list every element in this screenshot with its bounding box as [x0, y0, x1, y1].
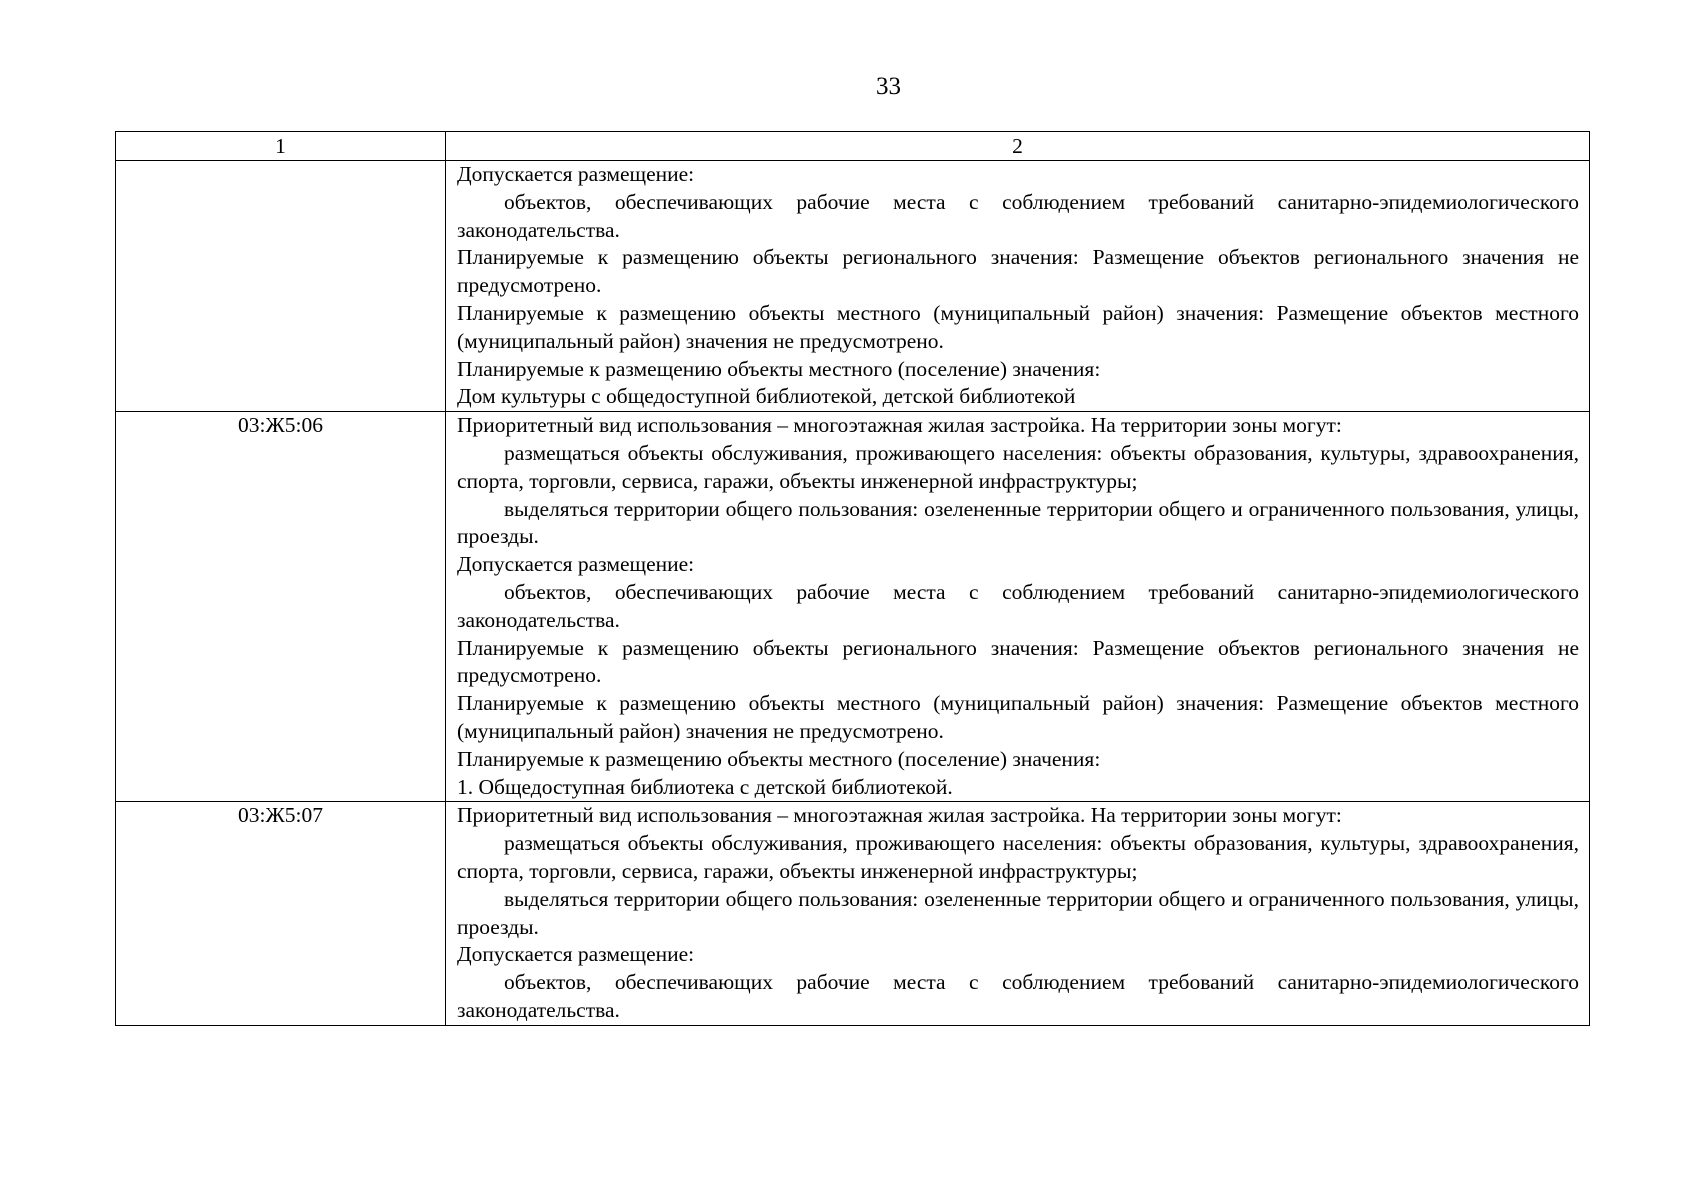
zone-description-cell [446, 412, 1590, 802]
zone-description-cell [446, 802, 1590, 1025]
paragraph: Приоритетный вид использования – многоэтажная жилая застройка. На территории зоны могут: [457, 803, 1342, 828]
table-row [116, 161, 1590, 412]
zone-code-cell: 03:Ж5:06 [116, 412, 446, 802]
paragraph: объектов, обеспечивающих рабочие места с соблюдением требований санитарно-эпидемиологического законодательства. [457, 189, 1579, 242]
paragraph: Планируемые к размещению объекты регионального значения: Размещение объектов регионального значения не предусмотрено. [457, 635, 1579, 688]
paragraph: Допускается размещение: [457, 162, 695, 186]
paragraph: объектов, обеспечивающих рабочие места с соблюдением требований санитарно-эпидемиологического законодательства. [457, 579, 1579, 632]
paragraph: 1. Общедоступная библиотека с детской библиотекой. [457, 774, 953, 799]
column-header-description: 2 [446, 132, 1590, 161]
paragraph: Планируемые к размещению объекты местного (муниципальный район) значения: Размещение объектов местного (муниципальный район) значения не предусмотрено. [457, 691, 1579, 743]
table-header-row [116, 132, 1590, 161]
paragraph: объектов, обеспечивающих рабочие места с соблюдением требований санитарно-эпидемиологического законодательства. [457, 970, 1579, 1022]
zone-code-cell: 03:Ж5:07 [116, 802, 446, 1025]
paragraph: выделяться территории общего пользования: озелененные территории общего и ограниченного пользования, улицы, проезды. [457, 496, 1579, 549]
paragraph: Приоритетный вид использования – многоэтажная жилая застройка. На территории зоны могут: [457, 413, 1342, 438]
paragraph: выделяться территории общего пользования: озелененные территории общего и ограниченного пользования, улицы, проезды. [457, 886, 1579, 939]
paragraph: размещаться объекты обслуживания, проживающего населения: объекты образования, культуры, здравоохранения, спорта, торговли, сервиса, гаражи, объекты инженерной инфраструктуры; [457, 831, 1579, 883]
paragraph: Допускается размещение: [457, 942, 695, 967]
paragraph: Допускается размещение: [457, 552, 695, 577]
table-row [116, 412, 1590, 802]
table-row [116, 802, 1590, 1025]
paragraph: Планируемые к размещению объекты местного (муниципальный район) значения: Размещение объектов местного (муниципальный район) значения не предусмотрено. [457, 300, 1579, 353]
paragraph: Планируемые к размещению объекты регионального значения: Размещение объектов регионального значения не предусмотрено. [457, 245, 1579, 298]
paragraph: размещаться объекты обслуживания, проживающего населения: объекты образования, культуры, здравоохранения, спорта, торговли, сервиса, гаражи, объекты инженерной инфраструктуры; [457, 440, 1579, 493]
paragraph: Планируемые к размещению объекты местного (поселение) значения: [457, 356, 1101, 381]
column-header-code: 1 [116, 132, 446, 161]
zone-table [115, 131, 1590, 1026]
paragraph: Планируемые к размещению объекты местного (поселение) значения: [457, 746, 1101, 771]
zone-description-cell [446, 161, 1590, 412]
zone-code-cell [116, 161, 446, 412]
page-number: 33 [876, 73, 901, 100]
paragraph: Дом культуры с общедоступной библиотекой, детской библиотекой [457, 384, 1076, 409]
